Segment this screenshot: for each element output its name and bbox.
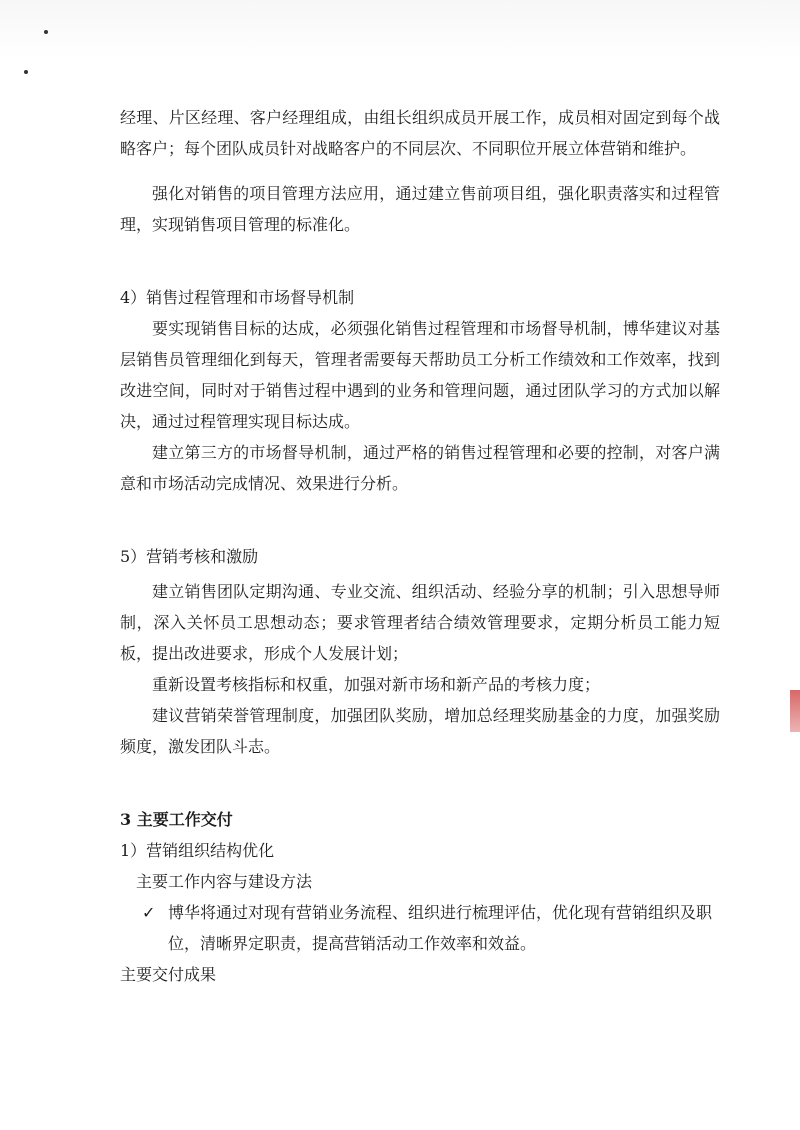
document-body (120, 102, 720, 990)
scan-shadow (0, 0, 800, 60)
paragraph: 要实现销售目标的达成，必须强化销售过程管理和市场督导机制，博华建议对基层销售员管理细化到每天，管理者需要每天帮助员工分析工作绩效和工作效率，找到改进空间，同时对于销售过程中遇到的业务和管理问题，通过团队学习的方式加以解决，通过过程管理实现目标达成。 (120, 319, 720, 431)
paragraph: 经理、片区经理、客户经理组成，由组长组织成员开展工作，成员相对固定到每个战略客户；每个团队成员针对战略客户的不同层次、不同职位开展立体营销和维护。 (120, 108, 720, 158)
paragraph: 建立第三方的市场督导机制，通过严格的销售过程管理和必要的控制，对客户满意和市场活动完成情况、效果进行分析。 (120, 443, 720, 493)
paragraph: 建立销售团队定期沟通、专业交流、组织活动、经验分享的机制；引入思想导师制，深入关怀员工思想动态；要求管理者结合绩效管理要求，定期分析员工能力短板，提出改进要求，形成个人发展计划； (120, 582, 720, 663)
checklist-item (120, 897, 720, 959)
paragraph: 强化对销售的项目管理方法应用，通过建立售前项目组，强化职责落实和过程管理，实现销售项目管理的标准化。 (120, 184, 720, 234)
section-4-heading: 4）销售过程管理和市场督导机制 (120, 288, 355, 307)
checkmark-icon: ✓ (142, 903, 156, 922)
paragraph: 重新设置考核指标和权重，加强对新市场和新产品的考核力度； (152, 675, 601, 694)
deliverables-label: 主要交付成果 (120, 965, 217, 984)
subsection-heading: 1）营销组织结构优化 (120, 841, 275, 860)
subsection-label: 主要工作内容与建设方法 (136, 872, 313, 891)
paragraph: 建议营销荣誉管理制度，加强团队奖励，增加总经理奖励基金的力度，加强奖励频度，激发团队斗志。 (120, 706, 720, 756)
scan-speck (24, 70, 28, 74)
section-5-heading: 5）营销考核和激励 (120, 547, 259, 566)
red-stamp-edge (790, 690, 800, 732)
checklist-text: 博华将通过对现有营销业务流程、组织进行梳理评估，优化现有营销组织及职位，清晰界定职责，提高营销活动工作效率和效益。 (168, 903, 713, 953)
section-3-heading: 3 主要工作交付 (120, 810, 233, 829)
scan-speck (44, 30, 48, 34)
